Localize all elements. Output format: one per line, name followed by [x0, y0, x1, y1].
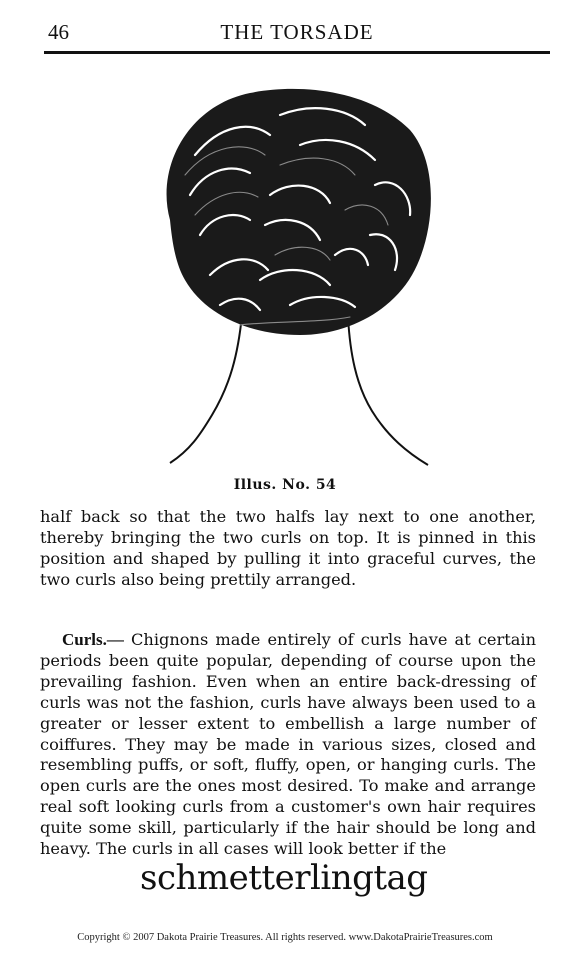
watermark: schmetterlingtag: [140, 858, 428, 898]
page-header: [44, 18, 550, 52]
paragraph-curls: [40, 630, 536, 860]
paragraph-curls-text: Chignons made entirely of curls have at certain periods been quite popular, depending of course upon the prevailing fashion. Even when an entire back-dressing of curls was not the fashion, curls have always been used to a greater or lesser extent to embellish a large number of coiffures. They may be made in various sizes, closed and resembling puffs, or soft, fluffy, open, or hanging curls. The open curls are the ones most desired. To make and arrange real soft looking curls from a customer's own hair requires quite some skill, particularly if the hair should be long and heavy. The curls in all cases will look better if the: [40, 630, 536, 859]
header-rule: [44, 51, 550, 54]
page-number: 46: [48, 20, 69, 44]
section-lead-curls: Curls.—: [62, 630, 124, 649]
running-title: THE TORSADE: [220, 20, 374, 44]
copyright-footer: Copyright © 2007 Dakota Prairie Treasures. All rights reserved. www.DakotaPrairieTreasures.com: [77, 932, 493, 943]
hairstyle-illustration: [150, 85, 440, 475]
paragraph-continuation: half back so that the two halfs lay next to one another, thereby bringing the two curls on top. It is pinned in this position and shaped by pulling it into graceful curves, the two curls also being prettily arranged.: [40, 507, 536, 589]
illustration-caption: Illus. No. 54: [233, 477, 337, 493]
